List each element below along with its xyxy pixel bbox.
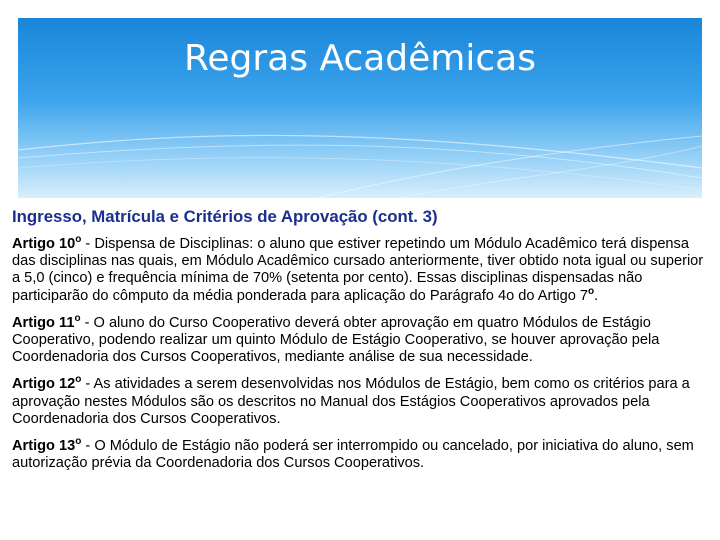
degree-mark: o: [588, 285, 595, 297]
article-text: - As atividades a serem desenvolvidas nos Módulos de Estágio, bem como os critérios para a aprovação nestes Módulos são os descritos no Manual dos Estágios Cooperativos aprovados pela Coordenadoria dos Cursos Cooperativos.: [12, 376, 690, 427]
article-text: - O Módulo de Estágio não poderá ser interrompido ou cancelado, por iniciativa do aluno, sem autorização prévia da Coordenadoria dos Cursos Cooperativos.: [12, 438, 694, 472]
section-heading: Ingresso, Matrícula e Critérios de Aprovação (cont. 3): [12, 207, 438, 226]
degree-mark: o: [75, 234, 82, 246]
article-10: [12, 236, 708, 305]
degree-mark: o: [75, 374, 82, 386]
article-label: Artigo 10: [12, 236, 76, 252]
article-text: - Dispensa de Disciplinas: o aluno que estiver repetindo um Módulo Acadêmico terá dispensa das disciplinas nas quais, em Módulo Acadêmico cursado anteriormente, tiver obtido nota igual ou superior a 5,0 (cinco) e frequência mínima de 70% (setenta por cento). Essas disciplinas dispensadas não participarão do cômputo da média ponderada para aplicação do Parágrafo 4o do Artigo 7: [12, 236, 704, 304]
article-13: [12, 438, 708, 472]
article-11: [12, 312, 708, 367]
article-label: Artigo 11: [12, 314, 75, 331]
article-12: [12, 376, 708, 428]
article-label: Artigo 12: [12, 376, 76, 393]
article-label: Artigo 13: [12, 438, 76, 455]
degree-mark: o: [74, 312, 81, 324]
slide-content: [12, 207, 708, 482]
slide-title: Regras Acadêmicas: [184, 38, 536, 79]
article-tail: .: [594, 287, 599, 304]
article-text: - O aluno do Curso Cooperativo deverá obter aprovação em quatro Módulos de Estágio Cooperativo, podendo realizar um quinto Módulo de Estágio Cooperativo, se houver aprovação pela Coordenadoria dos Cursos Cooperativos, mediante análise de sua necessidade.: [12, 314, 660, 366]
degree-mark: o: [75, 436, 82, 448]
